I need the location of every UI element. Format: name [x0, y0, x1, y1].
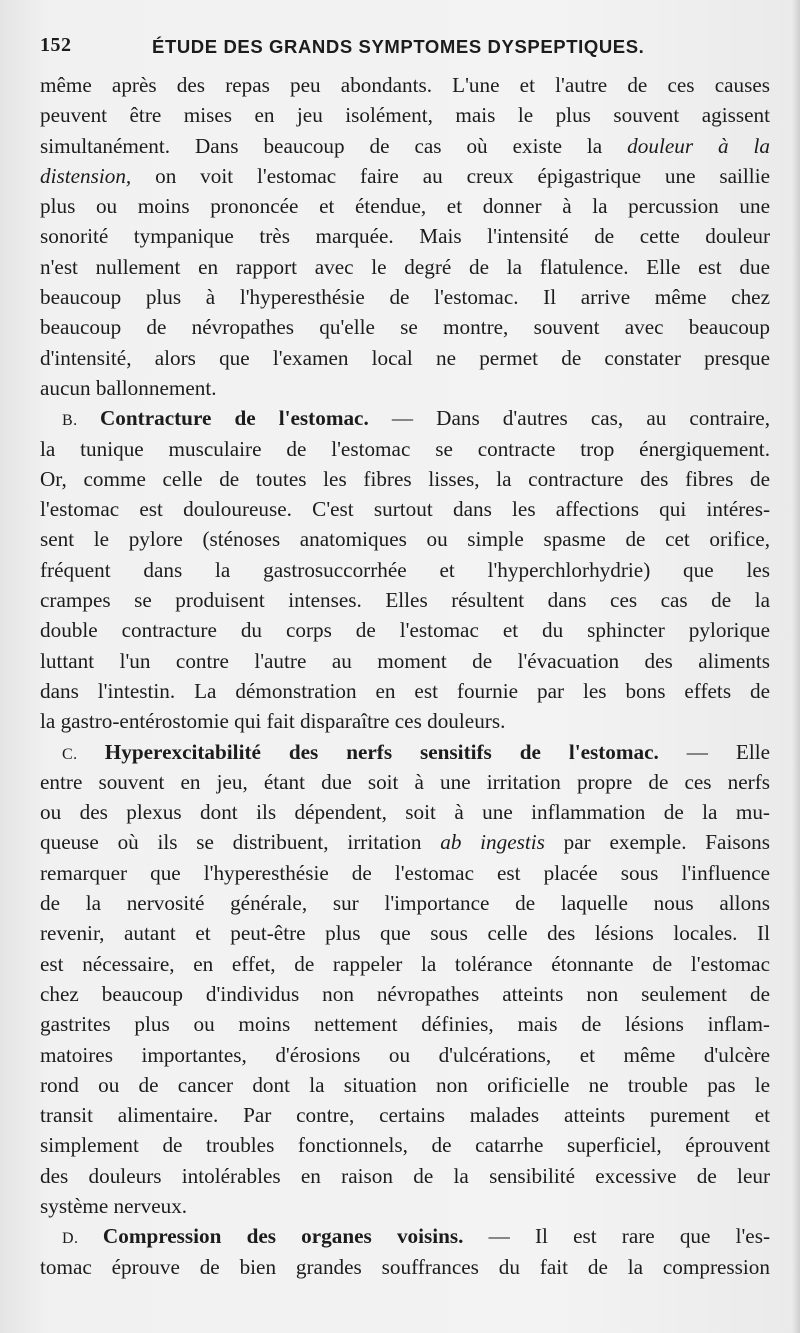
text-line [40, 858, 770, 888]
section-letter: D. [62, 1230, 103, 1248]
text-line [40, 191, 770, 221]
italic-text: distension, [40, 163, 132, 188]
text-run: fréquent dans la gastrosuccorrhée et l'hyperchlorhydrie) que les [40, 557, 770, 582]
text-run: d'intensité, alors que l'examen local ne permet de constater presque [40, 345, 770, 370]
text-run: aucun ballonnement. [40, 375, 217, 400]
text-line [40, 70, 770, 100]
text-run: l'estomac est douloureuse. C'est surtout dans les affections qui intéres- [40, 497, 770, 522]
text-line [40, 221, 770, 251]
text-run: beaucoup de névropathes qu'elle se montre, souvent avec beaucoup [40, 315, 770, 340]
text-line [40, 494, 770, 524]
text-run: — Elle [658, 739, 771, 764]
text-line [40, 434, 770, 464]
text-run: rond ou de cancer dont la situation non orificielle ne trouble pas le [40, 1072, 770, 1097]
text-run: gastrites plus ou moins nettement définies, mais de lésions inflam- [40, 1012, 770, 1037]
text-line [40, 888, 770, 918]
text-line [40, 1252, 770, 1282]
text-run: peuvent être mises en jeu isolément, mais le plus souvent agissent [40, 103, 770, 128]
text-line [40, 1221, 770, 1251]
text-line [40, 312, 770, 342]
body-text [40, 70, 770, 1282]
text-line [40, 282, 770, 312]
text-run: est nécessaire, en effet, de rappeler la tolérance étonnante de l'estomac [40, 951, 770, 976]
text-line [40, 1040, 770, 1070]
text-run: luttant l'un contre l'autre au moment de l'évacuation des aliments [40, 648, 770, 673]
text-run: la gastro-entérostomie qui fait disparaître ces douleurs. [40, 709, 506, 734]
text-line [40, 797, 770, 827]
page-header [40, 34, 752, 62]
text-run: crampes se produisent intenses. Elles résultent dans ces cas de la [40, 588, 770, 613]
text-run: des douleurs intolérables en raison de la sensibilité excessive de leur [40, 1163, 770, 1188]
text-line [40, 1009, 770, 1039]
page-edge-shadow [792, 0, 800, 1333]
text-line [40, 585, 770, 615]
text-run: la tunique musculaire de l'estomac se contracte trop énergiquement. [40, 436, 770, 461]
text-run: sonorité tympanique très marquée. Mais l'intensité de cette douleur [40, 224, 770, 249]
text-line [40, 949, 770, 979]
text-line [40, 373, 770, 403]
section-heading: Compression des organes voisins. [102, 1224, 464, 1249]
italic-text: ab ingestis [440, 830, 545, 855]
section-heading: Contracture de l'estomac. [99, 406, 369, 431]
running-title: ÉTUDE DES GRANDS SYMPTOMES DYSPEPTIQUES. [152, 36, 645, 57]
text-run: par exemple. Faisons [544, 830, 771, 855]
text-run: matoires importantes, d'érosions ou d'ulcérations, et même d'ulcère [40, 1042, 770, 1067]
text-run: dans l'intestin. La démonstration en est fournie par les bons effets de [40, 678, 770, 703]
text-run: queuse où ils se distribuent, irritation [40, 830, 441, 855]
text-line [40, 676, 770, 706]
page-number: 152 [40, 34, 72, 56]
text-run: on voit l'estomac faire au creux épigastrique une saillie [131, 163, 770, 188]
text-run: même après des repas peu abondants. L'une et l'autre de ces causes [40, 73, 770, 97]
text-line [40, 464, 770, 494]
text-line [40, 979, 770, 1009]
text-run: — Il est rare que l'es- [463, 1224, 770, 1249]
text-line [40, 403, 770, 433]
text-line [40, 737, 770, 767]
text-run: ou des plexus dont ils dépendent, soit à une inflammation de la mu- [40, 800, 770, 825]
text-run: simultanément. Dans beaucoup de cas où existe la [40, 133, 628, 158]
text-line [40, 524, 770, 554]
text-line [40, 161, 770, 191]
text-run: de la nervosité générale, sur l'importance de laquelle nous allons [40, 891, 770, 916]
text-line [40, 646, 770, 676]
text-line [40, 1100, 770, 1130]
text-run: entre souvent en jeu, étant due soit à une irritation propre de ces nerfs [40, 769, 770, 794]
text-run: remarquer que l'hyperesthésie de l'estomac est placée sous l'influence [40, 860, 770, 885]
text-run: Or, comme celle de toutes les fibres lisses, la contracture des fibres de [40, 466, 770, 491]
section-heading: Hyperexcitabilité des nerfs sensitifs de l'estomac. [104, 739, 659, 764]
text-run: système nerveux. [40, 1193, 188, 1218]
text-line [40, 1070, 770, 1100]
text-run: simplement de troubles fonctionnels, de catarrhe superficiel, éprouvent [40, 1133, 770, 1158]
text-run: transit alimentaire. Par contre, certains malades atteints purement et [40, 1103, 770, 1128]
text-line [40, 1161, 770, 1191]
text-line [40, 131, 770, 161]
text-run: n'est nullement en rapport avec le degré de la flatulence. Elle est due [40, 254, 770, 279]
text-run: sent le pylore (sténoses anatomiques ou simple spasme de cet orifice, [40, 527, 770, 552]
text-line [40, 767, 770, 797]
text-run: chez beaucoup d'individus non névropathes atteints non seulement de [40, 981, 770, 1006]
text-line [40, 706, 770, 736]
text-line [40, 918, 770, 948]
section-letter: C. [62, 745, 105, 763]
text-line [40, 1191, 770, 1221]
text-line [40, 615, 770, 645]
text-run: beaucoup plus à l'hyperesthésie de l'estomac. Il arrive même chez [40, 285, 770, 310]
italic-text: douleur à la [627, 133, 770, 158]
text-line [40, 343, 770, 373]
text-run: plus ou moins prononcée et étendue, et donner à la percussion une [40, 194, 770, 219]
text-run: — Dans d'autres cas, au contraire, [368, 406, 770, 431]
text-run: double contracture du corps de l'estomac et du sphincter pylorique [40, 618, 770, 643]
text-line [40, 100, 770, 130]
section-letter: B. [62, 412, 100, 430]
text-run: tomac éprouve de bien grandes souffrances du fait de la compression [40, 1254, 770, 1279]
text-line [40, 1130, 770, 1160]
text-line [40, 827, 770, 857]
text-run: revenir, autant et peut-être plus que sous celle des lésions locales. Il [40, 921, 770, 946]
text-line [40, 252, 770, 282]
text-line [40, 555, 770, 585]
